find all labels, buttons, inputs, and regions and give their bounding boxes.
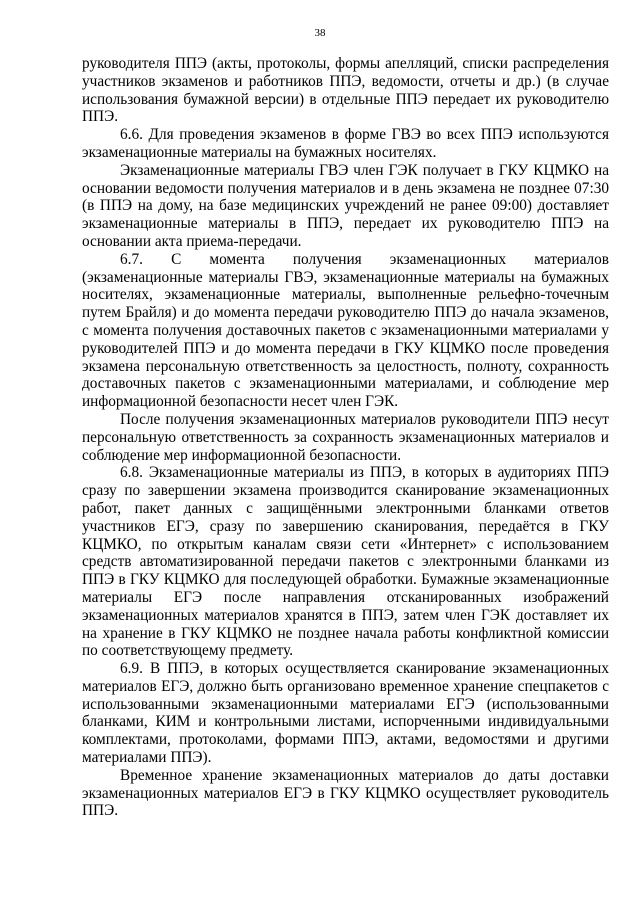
paragraph-6-8: 6.8. Экзаменационные материалы из ППЭ, в которых в аудиториях ППЭ сразу по завершении экзамена производится сканирование экзаменационных работ, пакет данных с защищёнными электронными бланками ответов участников ЕГЭ, сразу по завершению сканирования, передаётся в ГКУ КЦМКО, по открытым каналам связи сети «Интернет» с использованием средств автоматизированной передачи пакетов с электронными бланками из ППЭ в ГКУ КЦМКО для последующей обработки. Бумажные экзаменационные материалы ЕГЭ после направления отсканированных изображений экзаменационных материалов хранятся в ППЭ, затем член ГЭК доставляет их на хранение в ГКУ КЦМКО не позднее начала работы конфликтной комиссии по соответствующему предмету. [82,464,609,660]
paragraph-temporary-storage: Временное хранение экзаменационных материалов до даты доставки экзаменационных материалов ЕГЭ в ГКУ КЦМКО осуществляет руководитель ППЭ. [82,766,609,820]
paragraph-6-6: 6.6. Для проведения экзаменов в форме ГВЭ во всех ППЭ используются экзаменационные материалы на бумажных носителях. [82,126,609,161]
page-number: 38 [314,27,326,39]
paragraph-ppe-responsibility: После получения экзаменационных материалов руководители ППЭ несут персональную ответственность за сохранность экзаменационных материалов и соблюдение мер информационной безопасности. [82,410,609,464]
paragraph-gve-materials: Экзаменационные материалы ГВЭ член ГЭК получает в ГКУ КЦМКО на основании ведомости получения материалов и в день экзамена не позднее 07:30 (в ППЭ на дому, на базе медицинских учреждений не ранее 09:00) доставляет экзаменационные материалы в ППЭ, передает их руководителю ППЭ на основании акта приема-передачи. [82,161,609,250]
paragraph-6-9: 6.9. В ППЭ, в которых осуществляется сканирование экзаменационных материалов ЕГЭ, должно быть организовано временное хранение спецпакетов с использованными экзаменационными материалами ЕГЭ (использованными бланками, КИМ и контрольными листами, испорченными индивидуальными комплектами, протоколами, формами ППЭ, актами, ведомостями и другими материалами ППЭ). [82,660,609,767]
paragraph-continuation: руководителя ППЭ (акты, протоколы, формы апелляций, списки распределения участников экзаменов и работников ППЭ, ведомости, отчеты и др.) (в случае использования бумажной версии) в отдельные ППЭ передает их руководителю ППЭ. [82,55,609,126]
document-body [82,55,609,820]
paragraph-6-7: 6.7. С момента получения экзаменационных материалов (экзаменационные материалы ГВЭ, экзаменационные материалы на бумажных носителях, экзаменационные материалы, выполненные рельефно-точечным путем Брайля) и до момента передачи руководителю ППЭ до начала экзаменов, с момента получения доставочных пакетов с экзаменационными материалами у руководителей ППЭ и до момента передачи в ГКУ КЦМКО после проведения экзамена персональную ответственность за целостность, полноту, сохранность доставочных пакетов с экзаменационными материалами, и соблюдение мер информационной безопасности несет член ГЭК. [82,250,609,411]
